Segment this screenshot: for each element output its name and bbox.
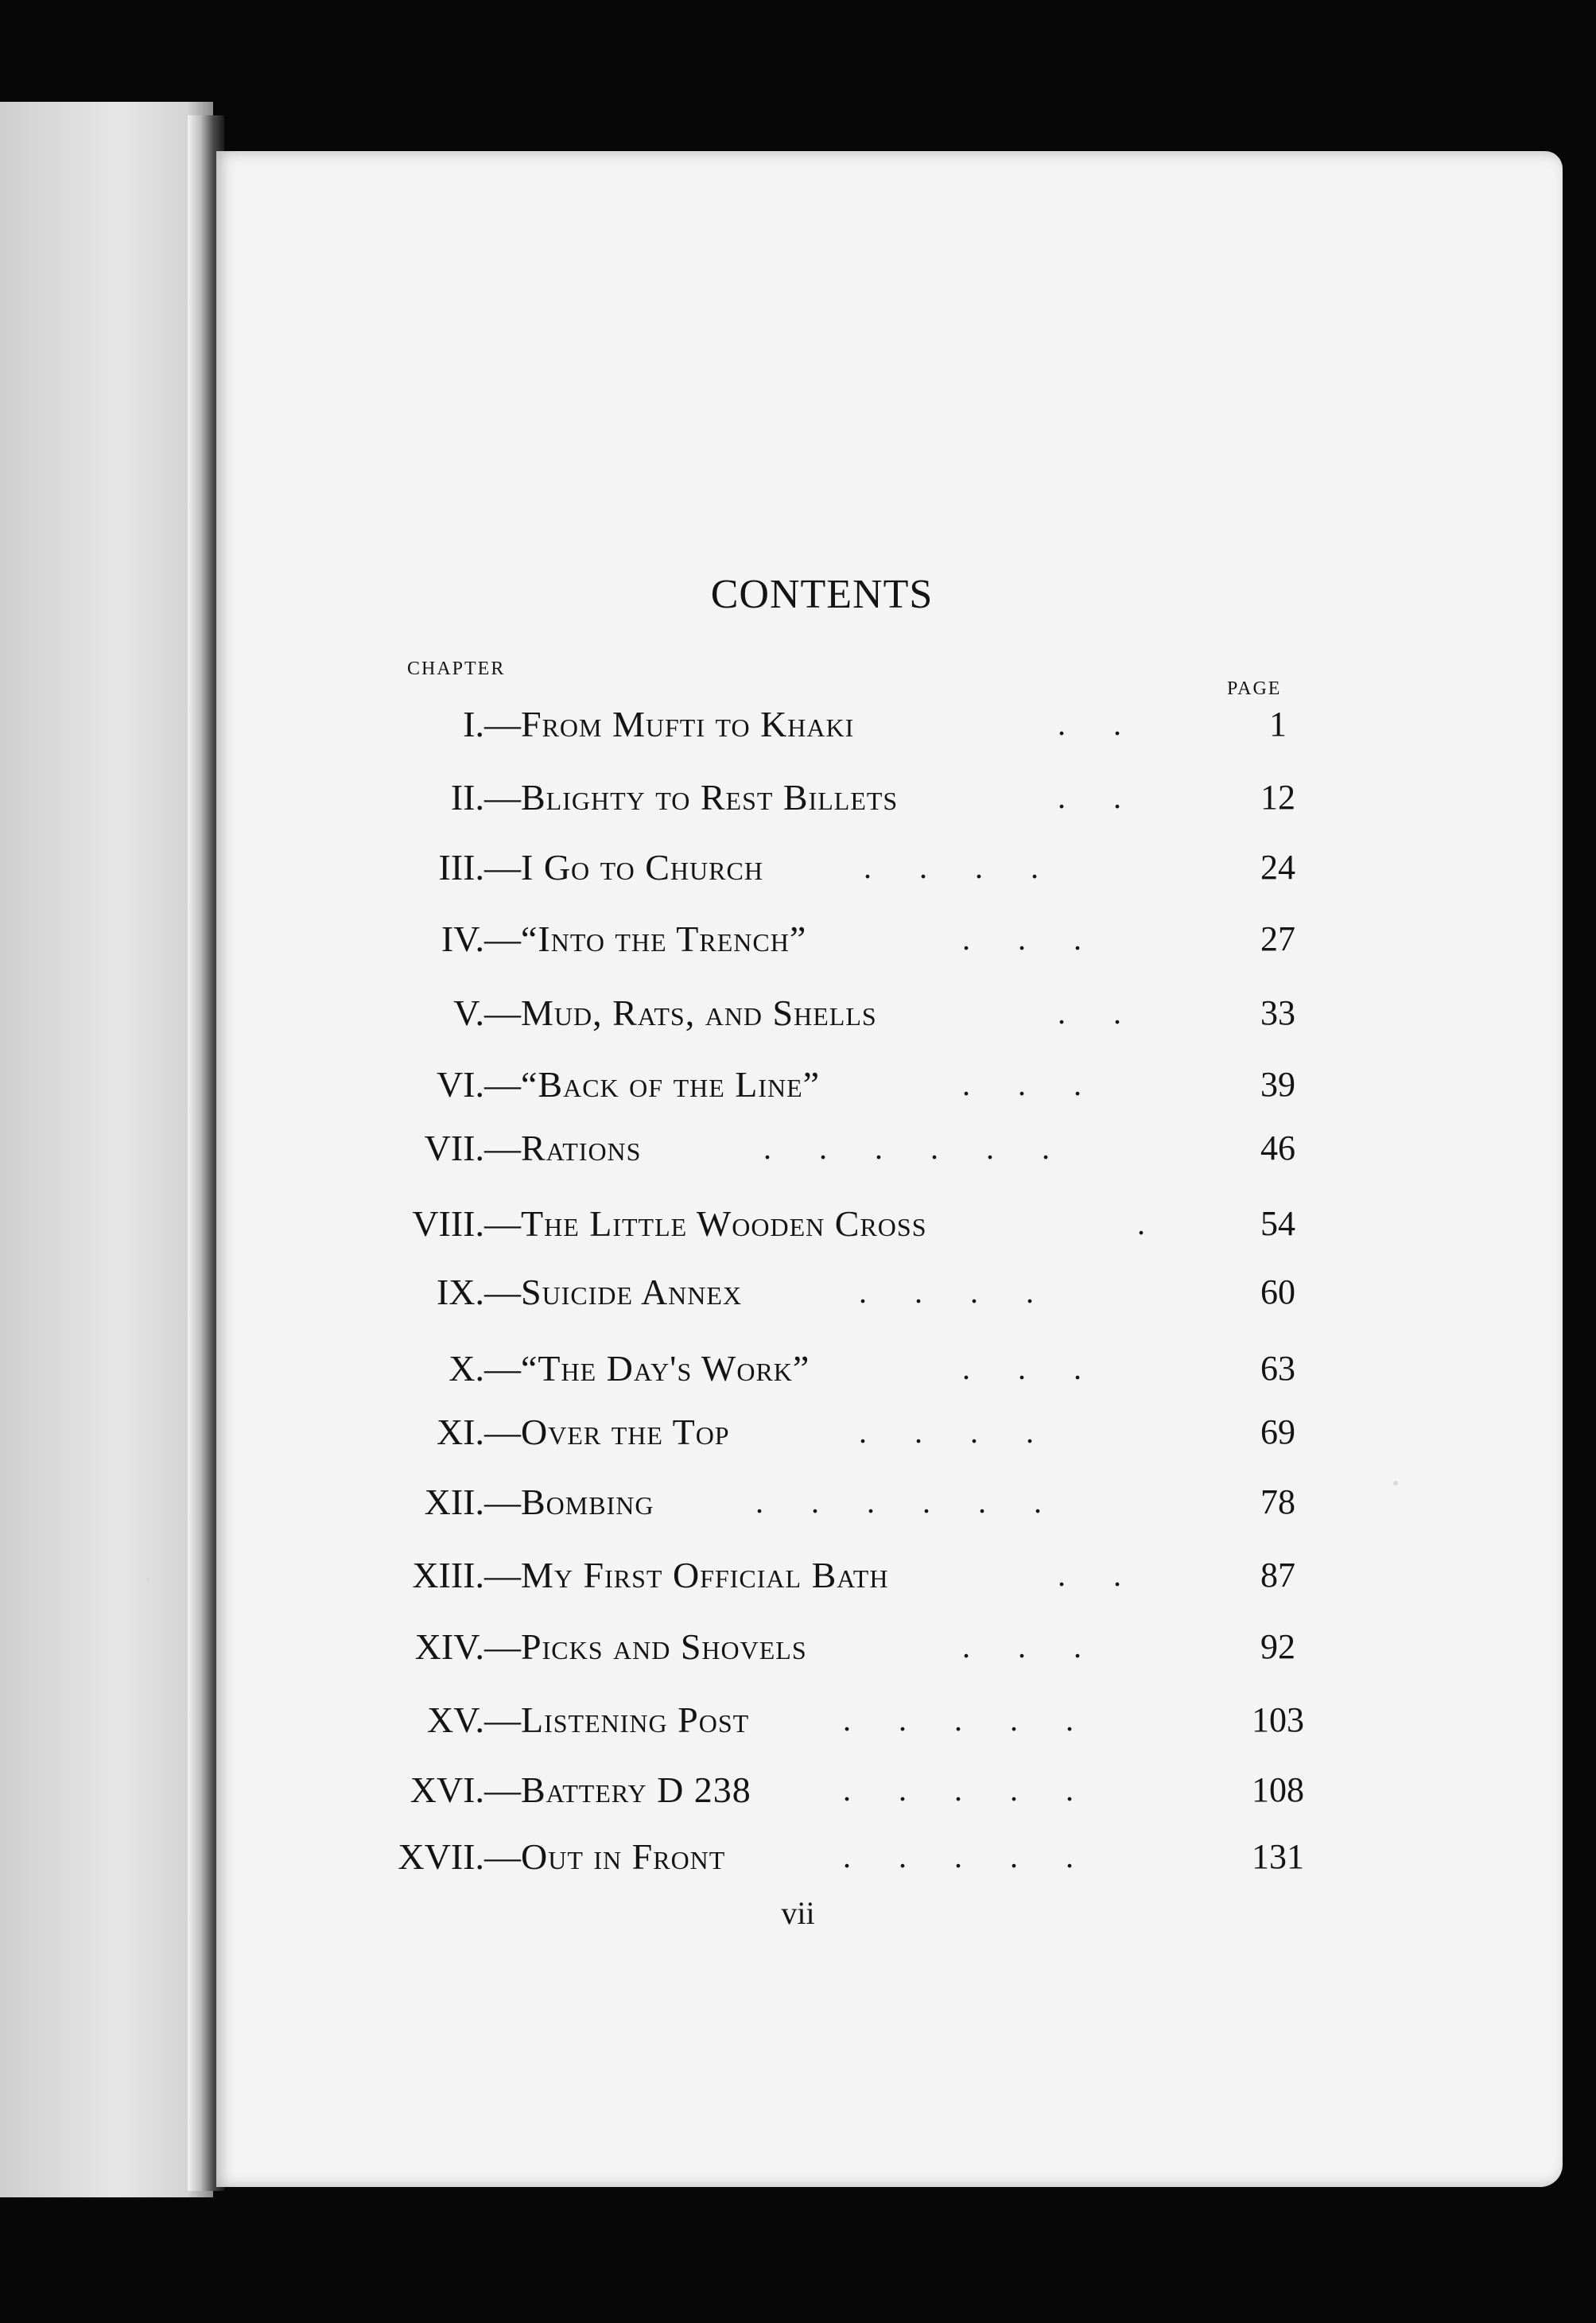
toc-entry[interactable]	[334, 1199, 1295, 1249]
leader-dots: . . . . .	[843, 1839, 1074, 1874]
leader-dots: . . . .	[859, 1274, 1034, 1310]
page-number: 69	[1260, 1412, 1295, 1451]
leader-dots: . . . .	[859, 1414, 1034, 1450]
leader-dots: . . . . .	[843, 1702, 1074, 1738]
chapter-numeral: XI.—	[436, 1412, 521, 1452]
chapter-title: The Little Wooden Cross	[521, 1203, 927, 1244]
leader-dots: . .	[1058, 779, 1121, 815]
chapter-title: Over the Top	[521, 1412, 730, 1452]
page-number: 63	[1260, 1349, 1295, 1388]
page-number: 87	[1260, 1556, 1295, 1595]
toc-entry[interactable]	[334, 1766, 1304, 1815]
chapter-numeral: XII.—	[424, 1482, 521, 1522]
leader-dots: . .	[1058, 706, 1121, 742]
chapter-numeral: VIII.—	[412, 1203, 521, 1244]
toc-entry[interactable]	[334, 1696, 1304, 1745]
page-number: 12	[1260, 778, 1295, 817]
chapter-title: “The Day's Work”	[521, 1348, 810, 1389]
chapter-numeral: IV.—	[441, 919, 521, 959]
toc-entry[interactable]	[334, 700, 1287, 749]
page-column-label: PAGE	[1227, 678, 1282, 699]
chapter-numeral: VI.—	[436, 1064, 521, 1105]
toc-entry[interactable]	[334, 989, 1295, 1038]
leader-dots: . . .	[962, 921, 1081, 957]
chapter-title: Listening Post	[521, 1700, 750, 1740]
contents-heading: CONTENTS	[710, 572, 934, 617]
chapter-numeral: XV.—	[426, 1700, 521, 1740]
chapter-title: Bombing	[521, 1482, 654, 1522]
leader-dots: . . .	[962, 1350, 1081, 1386]
leader-dots: . . . . . .	[763, 1130, 1050, 1166]
chapter-title: Battery D 238	[521, 1769, 751, 1810]
leader-dots: . . . . . .	[755, 1484, 1042, 1520]
chapter-numeral: III.—	[438, 847, 521, 888]
chapter-numeral: X.—	[449, 1348, 521, 1389]
chapter-title: Out in Front	[521, 1836, 726, 1877]
chapter-title: Rations	[521, 1128, 642, 1168]
leader-dots: . . .	[962, 1629, 1081, 1665]
page-number: 1	[1269, 705, 1287, 744]
chapter-title: Blighty to Rest Billets	[521, 777, 899, 818]
chapter-numeral: II.—	[450, 777, 521, 818]
toc-entry[interactable]	[334, 1832, 1304, 1882]
chapter-title: “Back of the Line”	[521, 1064, 821, 1105]
chapter-column-label: CHAPTER	[407, 658, 506, 679]
chapter-numeral: XIV.—	[414, 1626, 521, 1667]
chapter-numeral: XIII.—	[412, 1555, 521, 1595]
leader-dots: . .	[1058, 995, 1121, 1031]
toc-entry[interactable]	[334, 1344, 1295, 1393]
page-number: 33	[1260, 993, 1295, 1032]
toc-entry[interactable]	[334, 1408, 1295, 1457]
page-number: 27	[1260, 919, 1295, 958]
chapter-numeral: VII.—	[424, 1128, 521, 1168]
page-number: 92	[1260, 1627, 1295, 1666]
leader-dots: . .	[1058, 1557, 1121, 1593]
chapter-title: Picks and Shovels	[521, 1626, 807, 1667]
chapter-numeral: XVII.—	[398, 1836, 521, 1877]
chapter-title: “Into the Trench”	[521, 919, 807, 959]
toc-entry[interactable]	[334, 1622, 1295, 1672]
page-number: 131	[1252, 1837, 1304, 1876]
page-number: 78	[1260, 1482, 1295, 1521]
page-number: 103	[1252, 1700, 1304, 1739]
page-number: 46	[1260, 1128, 1295, 1167]
chapter-numeral: IX.—	[436, 1272, 521, 1312]
toc-entry[interactable]	[334, 915, 1295, 964]
leader-dots: . . .	[962, 1066, 1081, 1102]
toc-entry[interactable]	[334, 773, 1295, 822]
leader-dots: . . . .	[864, 849, 1039, 885]
page-number: 39	[1260, 1065, 1295, 1104]
chapter-title: From Mufti to Khaki	[521, 704, 855, 744]
toc-entry[interactable]	[334, 1124, 1295, 1173]
page-number: 108	[1252, 1770, 1304, 1809]
chapter-title: My First Official Bath	[521, 1555, 889, 1595]
chapter-title: Suicide Annex	[521, 1272, 743, 1312]
toc-entry[interactable]	[334, 1060, 1295, 1109]
page-folio: vii	[781, 1895, 815, 1931]
toc-entry[interactable]	[334, 843, 1295, 892]
chapter-title: I Go to Church	[521, 847, 763, 888]
toc-entry[interactable]	[334, 1478, 1295, 1527]
leader-dots: . . . . .	[843, 1772, 1074, 1808]
toc-entry[interactable]	[334, 1551, 1295, 1600]
chapter-numeral: I.—	[463, 704, 521, 744]
page-number: 54	[1260, 1204, 1295, 1243]
chapter-numeral: XVI.—	[410, 1769, 521, 1810]
toc-entry[interactable]	[334, 1268, 1295, 1317]
leader-dots: .	[1137, 1206, 1145, 1241]
page-number: 60	[1260, 1272, 1295, 1311]
page-number: 24	[1260, 848, 1295, 887]
chapter-numeral: V.—	[453, 993, 521, 1033]
chapter-title: Mud, Rats, and Shells	[521, 993, 877, 1033]
